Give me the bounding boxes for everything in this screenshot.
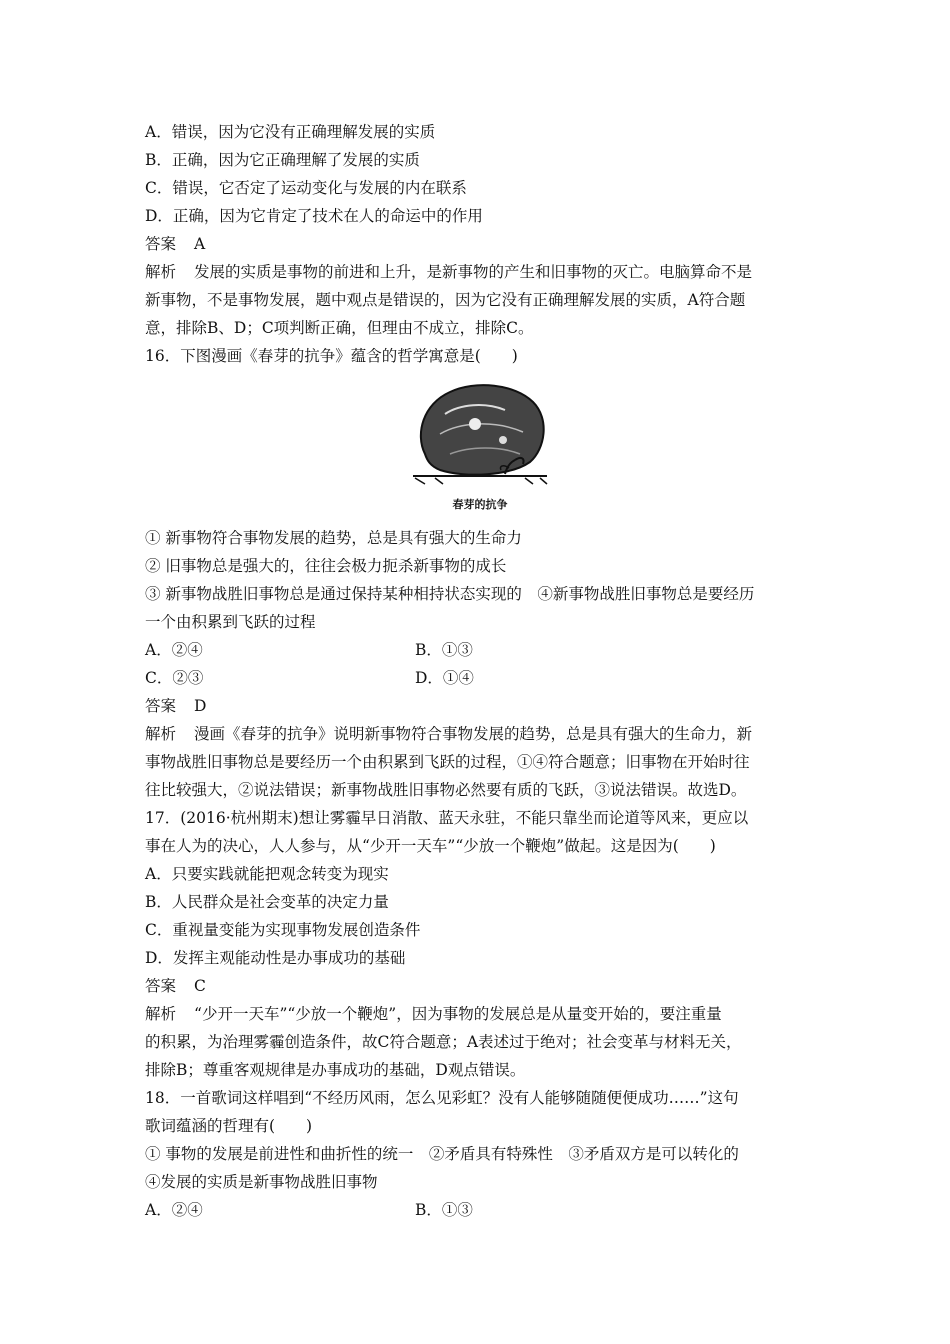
- answer-label: 答案: [145, 235, 177, 253]
- answer-value: D: [194, 697, 207, 715]
- q17-answer: [145, 972, 815, 1000]
- analysis-label: 解析: [145, 263, 177, 281]
- q16-option-d: D．①④: [415, 669, 474, 687]
- cartoon-rock-sprout-image: [405, 374, 555, 492]
- q15-option-c: C．错误，它否定了运动变化与发展的内在联系: [145, 179, 467, 197]
- q15-analysis-line-2: 新事物，不是事物发展，题中观点是错误的，因为它没有正确理解发展的实质，A符合题: [145, 291, 746, 309]
- analysis-label: 解析: [145, 725, 177, 743]
- q15-option-b: B．正确，因为它正确理解了发展的实质: [145, 151, 420, 169]
- analysis-label: 解析: [145, 1005, 177, 1023]
- q17-analysis-line-1: [145, 1000, 815, 1028]
- q17-analysis-line-3: 排除B；尊重客观规律是办事成功的基础，D观点错误。: [145, 1061, 526, 1079]
- q16-option-b: B．①③: [415, 641, 473, 659]
- q15-analysis-line-1: [145, 258, 815, 286]
- q16-options-row-2: [145, 664, 815, 692]
- q15-option-d: D．正确，因为它肯定了技术在人的命运中的作用: [145, 207, 483, 225]
- q16-statement-3-4: ③ 新事物战胜旧事物总是通过保持某种相持状态实现的 ④新事物战胜旧事物总是要经历: [145, 585, 755, 603]
- q17-stem-line-2: 事在人为的决心，人人参与，从“少开一天车”“少放一个鞭炮”做起。这是因为( ): [145, 837, 716, 855]
- analysis-text: 发展的实质是事物的前进和上升，是新事物的产生和旧事物的灭亡。电脑算命不是: [194, 263, 753, 281]
- answer-label: 答案: [145, 697, 177, 715]
- q16-options-row-1: [145, 636, 815, 664]
- q17-option-c: C．重视量变能为实现事物发展创造条件: [145, 921, 421, 939]
- q18-statements-line-2: ④发展的实质是新事物战胜旧事物: [145, 1173, 378, 1191]
- q16-answer: [145, 692, 815, 720]
- analysis-text: 漫画《春芽的抗争》说明新事物符合事物发展的趋势，总是具有强大的生命力，新: [194, 725, 753, 743]
- q16-analysis-line-3: 往比较强大，②说法错误；新事物战胜旧事物必然要有质的飞跃，③说法错误。故选D。: [145, 781, 747, 799]
- q18-stem-line-2: 歌词蕴涵的哲理有( ): [145, 1117, 313, 1135]
- figure-caption: 春芽的抗争: [452, 498, 508, 511]
- q17-analysis-line-2: 的积累，为治理雾霾创造条件，故C符合题意；A表述过于绝对；社会变革与材料无关，: [145, 1033, 742, 1051]
- answer-label: 答案: [145, 977, 177, 995]
- q18-options-row-1: [145, 1196, 815, 1224]
- q16-stem: 16．下图漫画《春芽的抗争》蕴含的哲学寓意是( ): [145, 347, 518, 365]
- q17-option-a: A．只要实践就能把观念转变为现实: [145, 865, 389, 883]
- q16-statement-1: ① 新事物符合事物发展的趋势，总是具有强大的生命力: [145, 529, 522, 547]
- q17-stem-line-1: 17．(2016·杭州期末)想让雾霾早日消散、蓝天永驻，不能只靠坐而论道等风来，更应以: [145, 809, 749, 827]
- q15-answer: [145, 230, 815, 258]
- q18-statements-line-1: ① 事物的发展是前进性和曲折性的统一 ②矛盾具有特殊性 ③矛盾双方是可以转化的: [145, 1145, 739, 1163]
- answer-value: A: [194, 235, 206, 253]
- q16-statement-4-cont: 一个由积累到飞跃的过程: [145, 613, 316, 631]
- q16-option-c: C．②③: [145, 669, 204, 687]
- q16-analysis-line-2: 事物战胜旧事物总是要经历一个由积累到飞跃的过程，①④符合题意；旧事物在开始时往: [145, 753, 750, 771]
- q16-option-a: A．②④: [145, 641, 203, 659]
- q18-option-a: A．②④: [145, 1201, 203, 1219]
- analysis-text: “少开一天车”“少放一个鞭炮”，因为事物的发展总是从量变开始的，要注重量: [194, 1005, 722, 1023]
- q18-option-b: B．①③: [415, 1201, 473, 1219]
- answer-value: C: [194, 977, 206, 995]
- q16-cartoon-figure: [145, 374, 815, 524]
- q15-option-a: A．错误，因为它没有正确理解发展的实质: [145, 123, 436, 141]
- q17-option-d: D．发挥主观能动性是办事成功的基础: [145, 949, 406, 967]
- q16-analysis-line-1: [145, 720, 815, 748]
- q17-option-b: B．人民群众是社会变革的决定力量: [145, 893, 389, 911]
- q18-stem-line-1: 18．一首歌词这样唱到“不经历风雨，怎么见彩虹？没有人能够随随便便成功……”这句: [145, 1089, 739, 1107]
- q16-statement-2: ② 旧事物总是强大的，往往会极力扼杀新事物的成长: [145, 557, 507, 575]
- document-page: [145, 118, 815, 1224]
- q15-analysis-line-3: 意，排除B、D；C项判断正确，但理由不成立，排除C。: [145, 319, 534, 337]
